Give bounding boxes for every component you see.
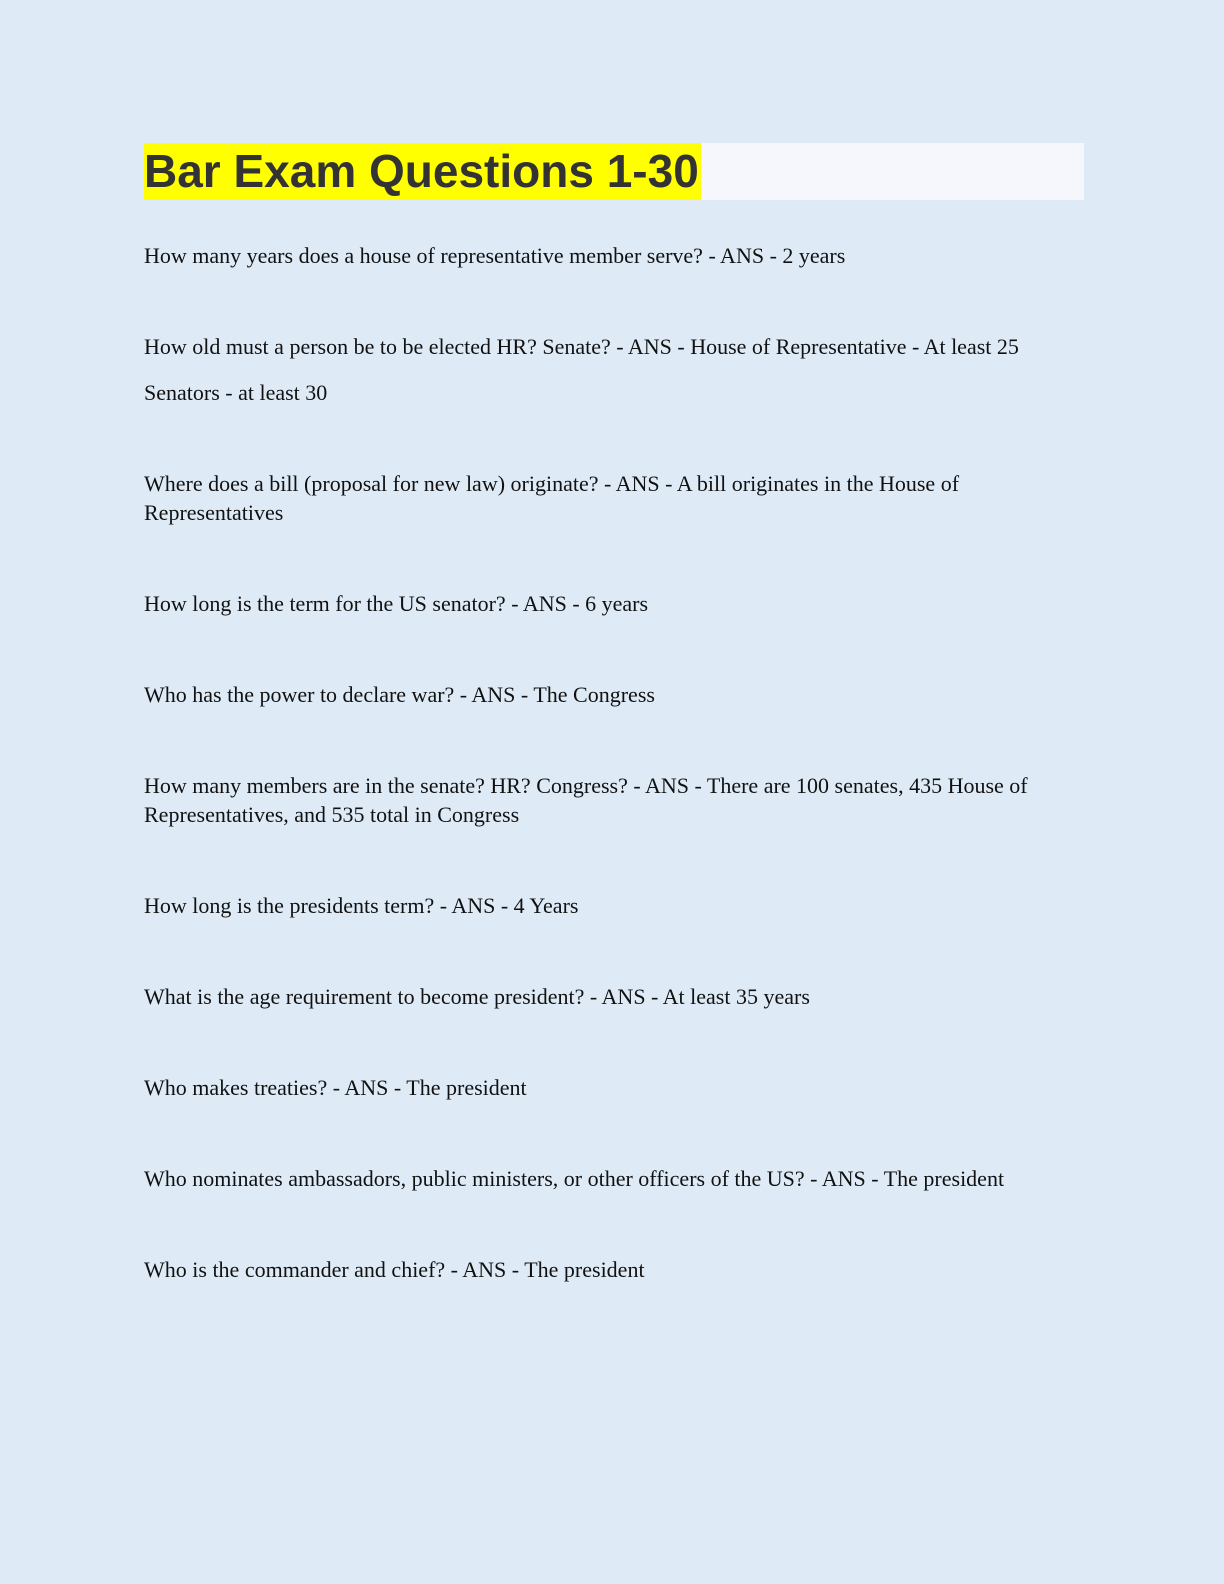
qa-item-5	[144, 680, 1084, 709]
qa-text: How many members are in the senate? HR? Congress? - ANS - There are 100 senates, 435 House of Representatives, and 535 total in Congress	[144, 773, 1028, 827]
document-title: Bar Exam Questions 1-30	[144, 143, 701, 200]
qa-item-3	[144, 469, 1084, 527]
qa-text: Where does a bill (proposal for new law) originate? - ANS - A bill originates in the House of Representatives	[144, 471, 960, 525]
qa-item-11	[144, 1255, 1084, 1284]
qa-text: Who has the power to declare war? - ANS - The Congress	[144, 682, 655, 707]
qa-item-1	[144, 241, 1084, 270]
qa-text: What is the age requirement to become president? - ANS - At least 35 years	[144, 984, 810, 1009]
qa-item-2	[144, 332, 1084, 407]
qa-text: How long is the presidents term? - ANS - 4 Years	[144, 893, 579, 918]
title-bar	[144, 143, 1084, 200]
qa-item-6	[144, 771, 1084, 829]
qa-item-8	[144, 982, 1084, 1011]
qa-item-9	[144, 1073, 1084, 1102]
qa-text: Who is the commander and chief? - ANS - The president	[144, 1257, 645, 1282]
qa-text: Who nominates ambassadors, public ministers, or other officers of the US? - ANS - The president	[144, 1166, 1005, 1191]
qa-text: How old must a person be to be elected HR? Senate? - ANS - House of Representative - At least 25	[144, 334, 1019, 359]
qa-item-10	[144, 1164, 1084, 1193]
qa-extra-text: Senators - at least 30	[144, 380, 328, 405]
qa-text: Who makes treaties? - ANS - The president	[144, 1075, 527, 1100]
qa-item-7	[144, 891, 1084, 920]
document-page	[144, 143, 1084, 1346]
qa-text: How many years does a house of representative member serve? - ANS - 2 years	[144, 243, 846, 268]
qa-list	[144, 241, 1084, 1284]
qa-text: How long is the term for the US senator? - ANS - 6 years	[144, 591, 649, 616]
qa-item-4	[144, 589, 1084, 618]
